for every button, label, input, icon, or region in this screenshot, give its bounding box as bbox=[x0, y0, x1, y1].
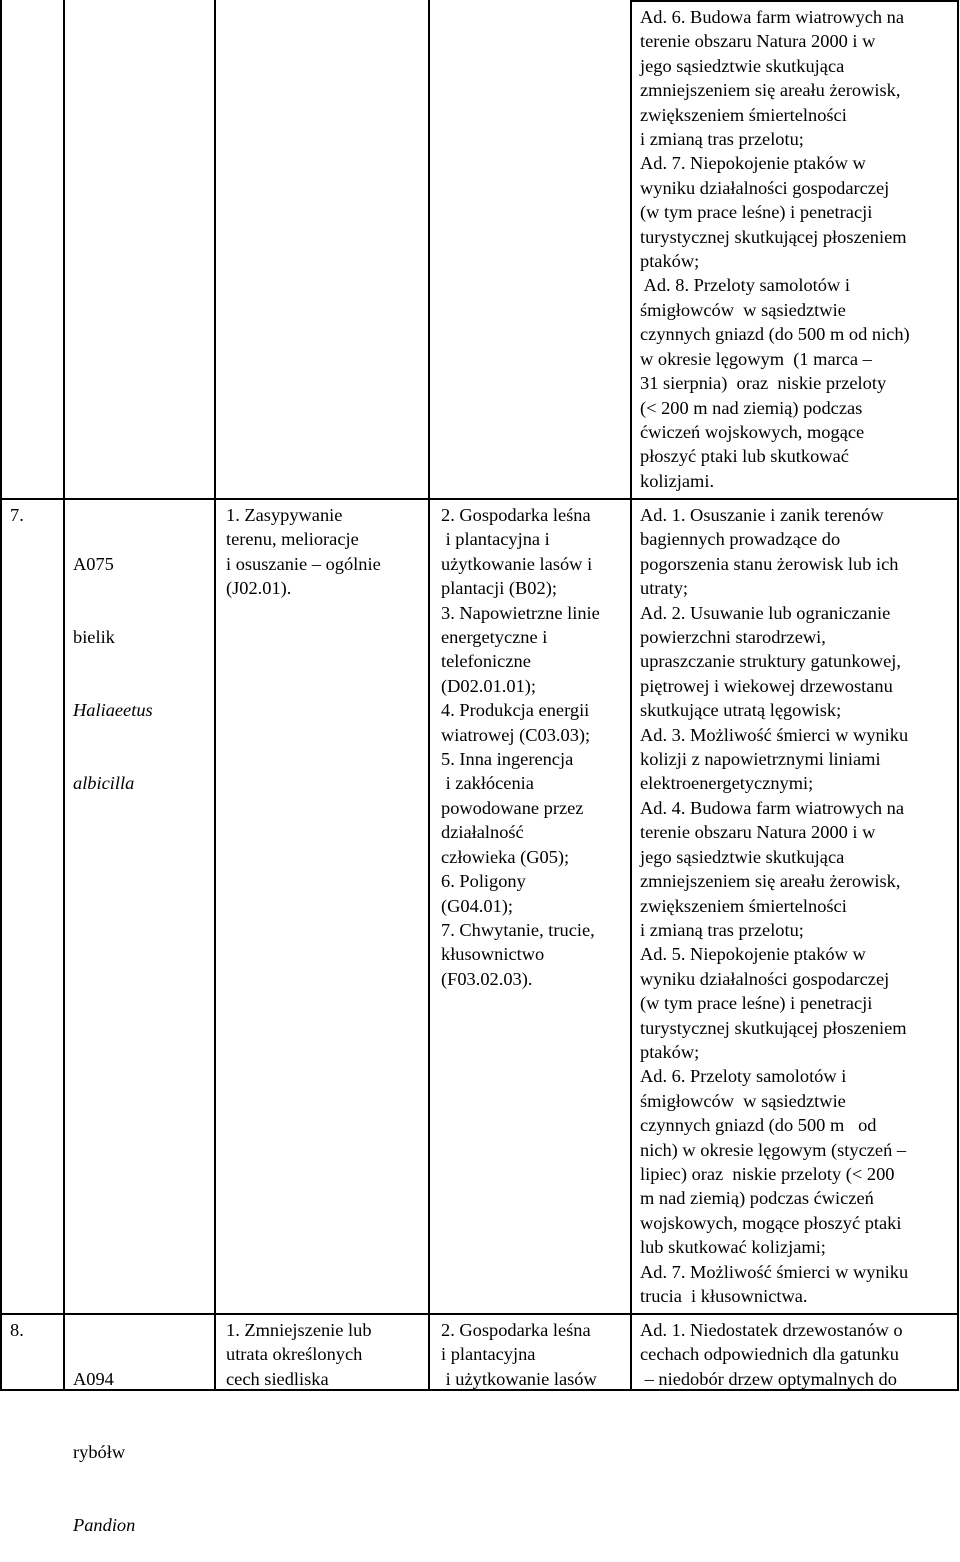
text-line: i plantacyjna i bbox=[441, 529, 550, 550]
text-line: zmniejszeniem się areału żerowisk, bbox=[640, 80, 901, 101]
text-line: wyniku działalności gospodarczej bbox=[640, 968, 890, 989]
text-line: lipiec) oraz niskie przeloty (< 200 bbox=[640, 1163, 895, 1184]
row-7-potential-threats bbox=[441, 503, 600, 991]
row-7-code: A075 bbox=[73, 553, 114, 574]
column-divider-3 bbox=[428, 0, 430, 1391]
text-line: i zmianą tras przelotu; bbox=[640, 919, 804, 940]
text-line: 5. Inna ingerencja bbox=[441, 749, 574, 770]
text-line: jego sąsiedztwie skutkująca bbox=[640, 846, 845, 867]
text-line: powierzchni starodrzewi, bbox=[640, 627, 826, 648]
text-line: energetyczne i bbox=[441, 627, 548, 648]
text-line: wiatrowej (C03.03); bbox=[441, 724, 591, 745]
row-7-existing-threats bbox=[226, 503, 381, 601]
text-line: cech siedliska bbox=[226, 1368, 329, 1389]
text-line: (F03.02.03). bbox=[441, 968, 533, 989]
text-line: turystycznej skutkującej płoszeniem bbox=[640, 1017, 907, 1038]
text-line: bagiennych prowadzące do bbox=[640, 529, 841, 550]
column-divider-1 bbox=[63, 0, 65, 1391]
text-line: 31 sierpnia) oraz niskie przeloty bbox=[640, 373, 887, 394]
text-line: (G04.01); bbox=[441, 895, 514, 916]
text-line: 3. Napowietrzne linie bbox=[441, 602, 600, 623]
text-line: lub skutkować kolizjami; bbox=[640, 1237, 826, 1258]
text-line: telefoniczne bbox=[441, 651, 531, 672]
text-line: użytkowanie lasów i bbox=[441, 553, 593, 574]
text-line: jego sąsiedztwie skutkująca bbox=[640, 55, 845, 76]
row-8-code: A094 bbox=[73, 1368, 114, 1389]
row-8-potential-threats bbox=[441, 1318, 597, 1391]
text-line: ćwiczeń wojskowych, mogące bbox=[640, 421, 865, 442]
row-7-latin-2: albicilla bbox=[73, 773, 135, 794]
table-border-right bbox=[957, 0, 959, 1391]
text-line: Ad. 3. Możliwość śmierci w wyniku bbox=[640, 724, 909, 745]
text-line: 2. Gospodarka leśna bbox=[441, 505, 591, 525]
row-8-species bbox=[73, 1318, 135, 1562]
text-line: kolizji z napowietrznymi liniami bbox=[640, 749, 881, 770]
text-line: cechach odpowiednich dla gatunku bbox=[640, 1344, 899, 1365]
row-8-existing-threats bbox=[226, 1318, 372, 1391]
text-line: płoszyć ptaki lub skutkować bbox=[640, 446, 849, 467]
text-line: działalność bbox=[441, 822, 524, 843]
text-line: (J02.01). bbox=[226, 578, 292, 599]
text-line: Ad. 8. Przeloty samolotów i bbox=[640, 275, 850, 296]
text-line: wojskowych, mogące płoszyć ptaki bbox=[640, 1212, 902, 1233]
text-line: Ad. 7. Niepokojenie ptaków w bbox=[640, 153, 866, 174]
text-line: m nad ziemią) podczas ćwiczeń bbox=[640, 1188, 874, 1209]
row-7-species bbox=[73, 503, 153, 820]
text-line: utrata określonych bbox=[226, 1344, 363, 1365]
text-line: elektroenergetycznymi; bbox=[640, 773, 814, 794]
text-line: śmigłowców w sąsiedztwie bbox=[640, 1090, 846, 1111]
text-line: kolizjami. bbox=[640, 470, 715, 491]
text-line: i plantacyjna bbox=[441, 1344, 536, 1365]
text-line: Ad. 6. Budowa farm wiatrowych na bbox=[640, 7, 905, 27]
text-line: i osuszanie – ogólnie bbox=[226, 553, 381, 574]
text-line: trucia i kłusownictwa. bbox=[640, 1286, 808, 1306]
text-line: Ad. 4. Budowa farm wiatrowych na bbox=[640, 797, 905, 818]
text-line: utraty; bbox=[640, 578, 689, 599]
text-line: pogorszenia stanu żerowisk lub ich bbox=[640, 553, 899, 574]
text-line: Ad. 5. Niepokojenie ptaków w bbox=[640, 944, 866, 965]
row-8-latin-1: Pandion bbox=[73, 1515, 136, 1536]
row-7-name-pl: bielik bbox=[73, 627, 115, 648]
text-line: 1. Zasypywanie bbox=[226, 505, 343, 525]
text-line: plantacji (B02); bbox=[441, 578, 557, 599]
text-line: zwiększeniem śmiertelności bbox=[640, 104, 847, 125]
text-line: Ad. 2. Usuwanie lub ograniczanie bbox=[640, 602, 891, 623]
column-divider-2 bbox=[214, 0, 216, 1391]
text-line: upraszczanie struktury gatunkowej, bbox=[640, 651, 901, 672]
row-divider-top bbox=[630, 0, 959, 2]
text-line: Ad. 1. Osuszanie i zanik terenów bbox=[640, 505, 884, 525]
text-line: śmigłowców w sąsiedztwie bbox=[640, 299, 846, 320]
column-divider-4 bbox=[630, 0, 632, 1391]
text-line: (w tym prace leśne) i penetracji bbox=[640, 993, 873, 1014]
text-line: i zmianą tras przelotu; bbox=[640, 129, 804, 150]
text-line: człowieka (G05); bbox=[441, 846, 570, 867]
text-line: Ad. 6. Przeloty samolotów i bbox=[640, 1066, 847, 1087]
text-line: 6. Poligony bbox=[441, 871, 526, 892]
text-line: wyniku działalności gospodarczej bbox=[640, 177, 890, 198]
text-line: 1. Zmniejszenie lub bbox=[226, 1320, 372, 1340]
text-line: Ad. 1. Niedostatek drzewostanów o bbox=[640, 1320, 903, 1340]
text-line: – niedobór drzew optymalnych do bbox=[640, 1368, 897, 1389]
text-line: zmniejszeniem się areału żerowisk, bbox=[640, 871, 901, 892]
text-line: kłusownictwo bbox=[441, 944, 545, 965]
row-7-description bbox=[640, 503, 908, 1308]
text-line: 2. Gospodarka leśna bbox=[441, 1320, 591, 1340]
text-line: (< 200 m nad ziemią) podczas bbox=[640, 397, 863, 418]
text-line: 4. Produkcja energii bbox=[441, 700, 590, 721]
row-8-description bbox=[640, 1318, 903, 1391]
text-line: czynnych gniazd (do 500 m od bbox=[640, 1115, 877, 1136]
row-7-latin-1: Haliaeetus bbox=[73, 700, 153, 721]
row-divider-7 bbox=[0, 498, 959, 500]
text-line: Ad. 7. Możliwość śmierci w wyniku bbox=[640, 1261, 909, 1282]
text-line: 7. Chwytanie, trucie, bbox=[441, 919, 595, 940]
text-line: czynnych gniazd (do 500 m od nich) bbox=[640, 324, 910, 345]
text-line: turystycznej skutkującej płoszeniem bbox=[640, 226, 907, 247]
text-line: terenie obszaru Natura 2000 i w bbox=[640, 822, 876, 843]
text-line: skutkujące utratą lęgowisk; bbox=[640, 700, 842, 721]
text-line: w okresie lęgowym (1 marca – bbox=[640, 348, 872, 369]
text-line: powodowane przez bbox=[441, 797, 584, 818]
row-divider-8 bbox=[0, 1313, 959, 1315]
text-line: i zakłócenia bbox=[441, 773, 534, 794]
row-8-number: 8. bbox=[10, 1320, 24, 1340]
text-line: nich) w okresie lęgowym (styczeń – bbox=[640, 1139, 907, 1160]
text-line: (D02.01.01); bbox=[441, 675, 537, 696]
row-8-name-pl: rybółw bbox=[73, 1442, 126, 1463]
text-line: terenie obszaru Natura 2000 i w bbox=[640, 31, 876, 52]
text-line: ptaków; bbox=[640, 251, 700, 272]
text-line: (w tym prace leśne) i penetracji bbox=[640, 202, 873, 223]
text-line: terenu, melioracje bbox=[226, 529, 359, 550]
text-line: i użytkowanie lasów bbox=[441, 1368, 597, 1389]
previous-row-description bbox=[640, 5, 910, 493]
row-7-number: 7. bbox=[10, 505, 24, 525]
text-line: piętrowej i wiekowej drzewostanu bbox=[640, 675, 893, 696]
table-border-left bbox=[0, 0, 2, 1391]
text-line: ptaków; bbox=[640, 1041, 700, 1062]
text-line: zwiększeniem śmiertelności bbox=[640, 895, 847, 916]
